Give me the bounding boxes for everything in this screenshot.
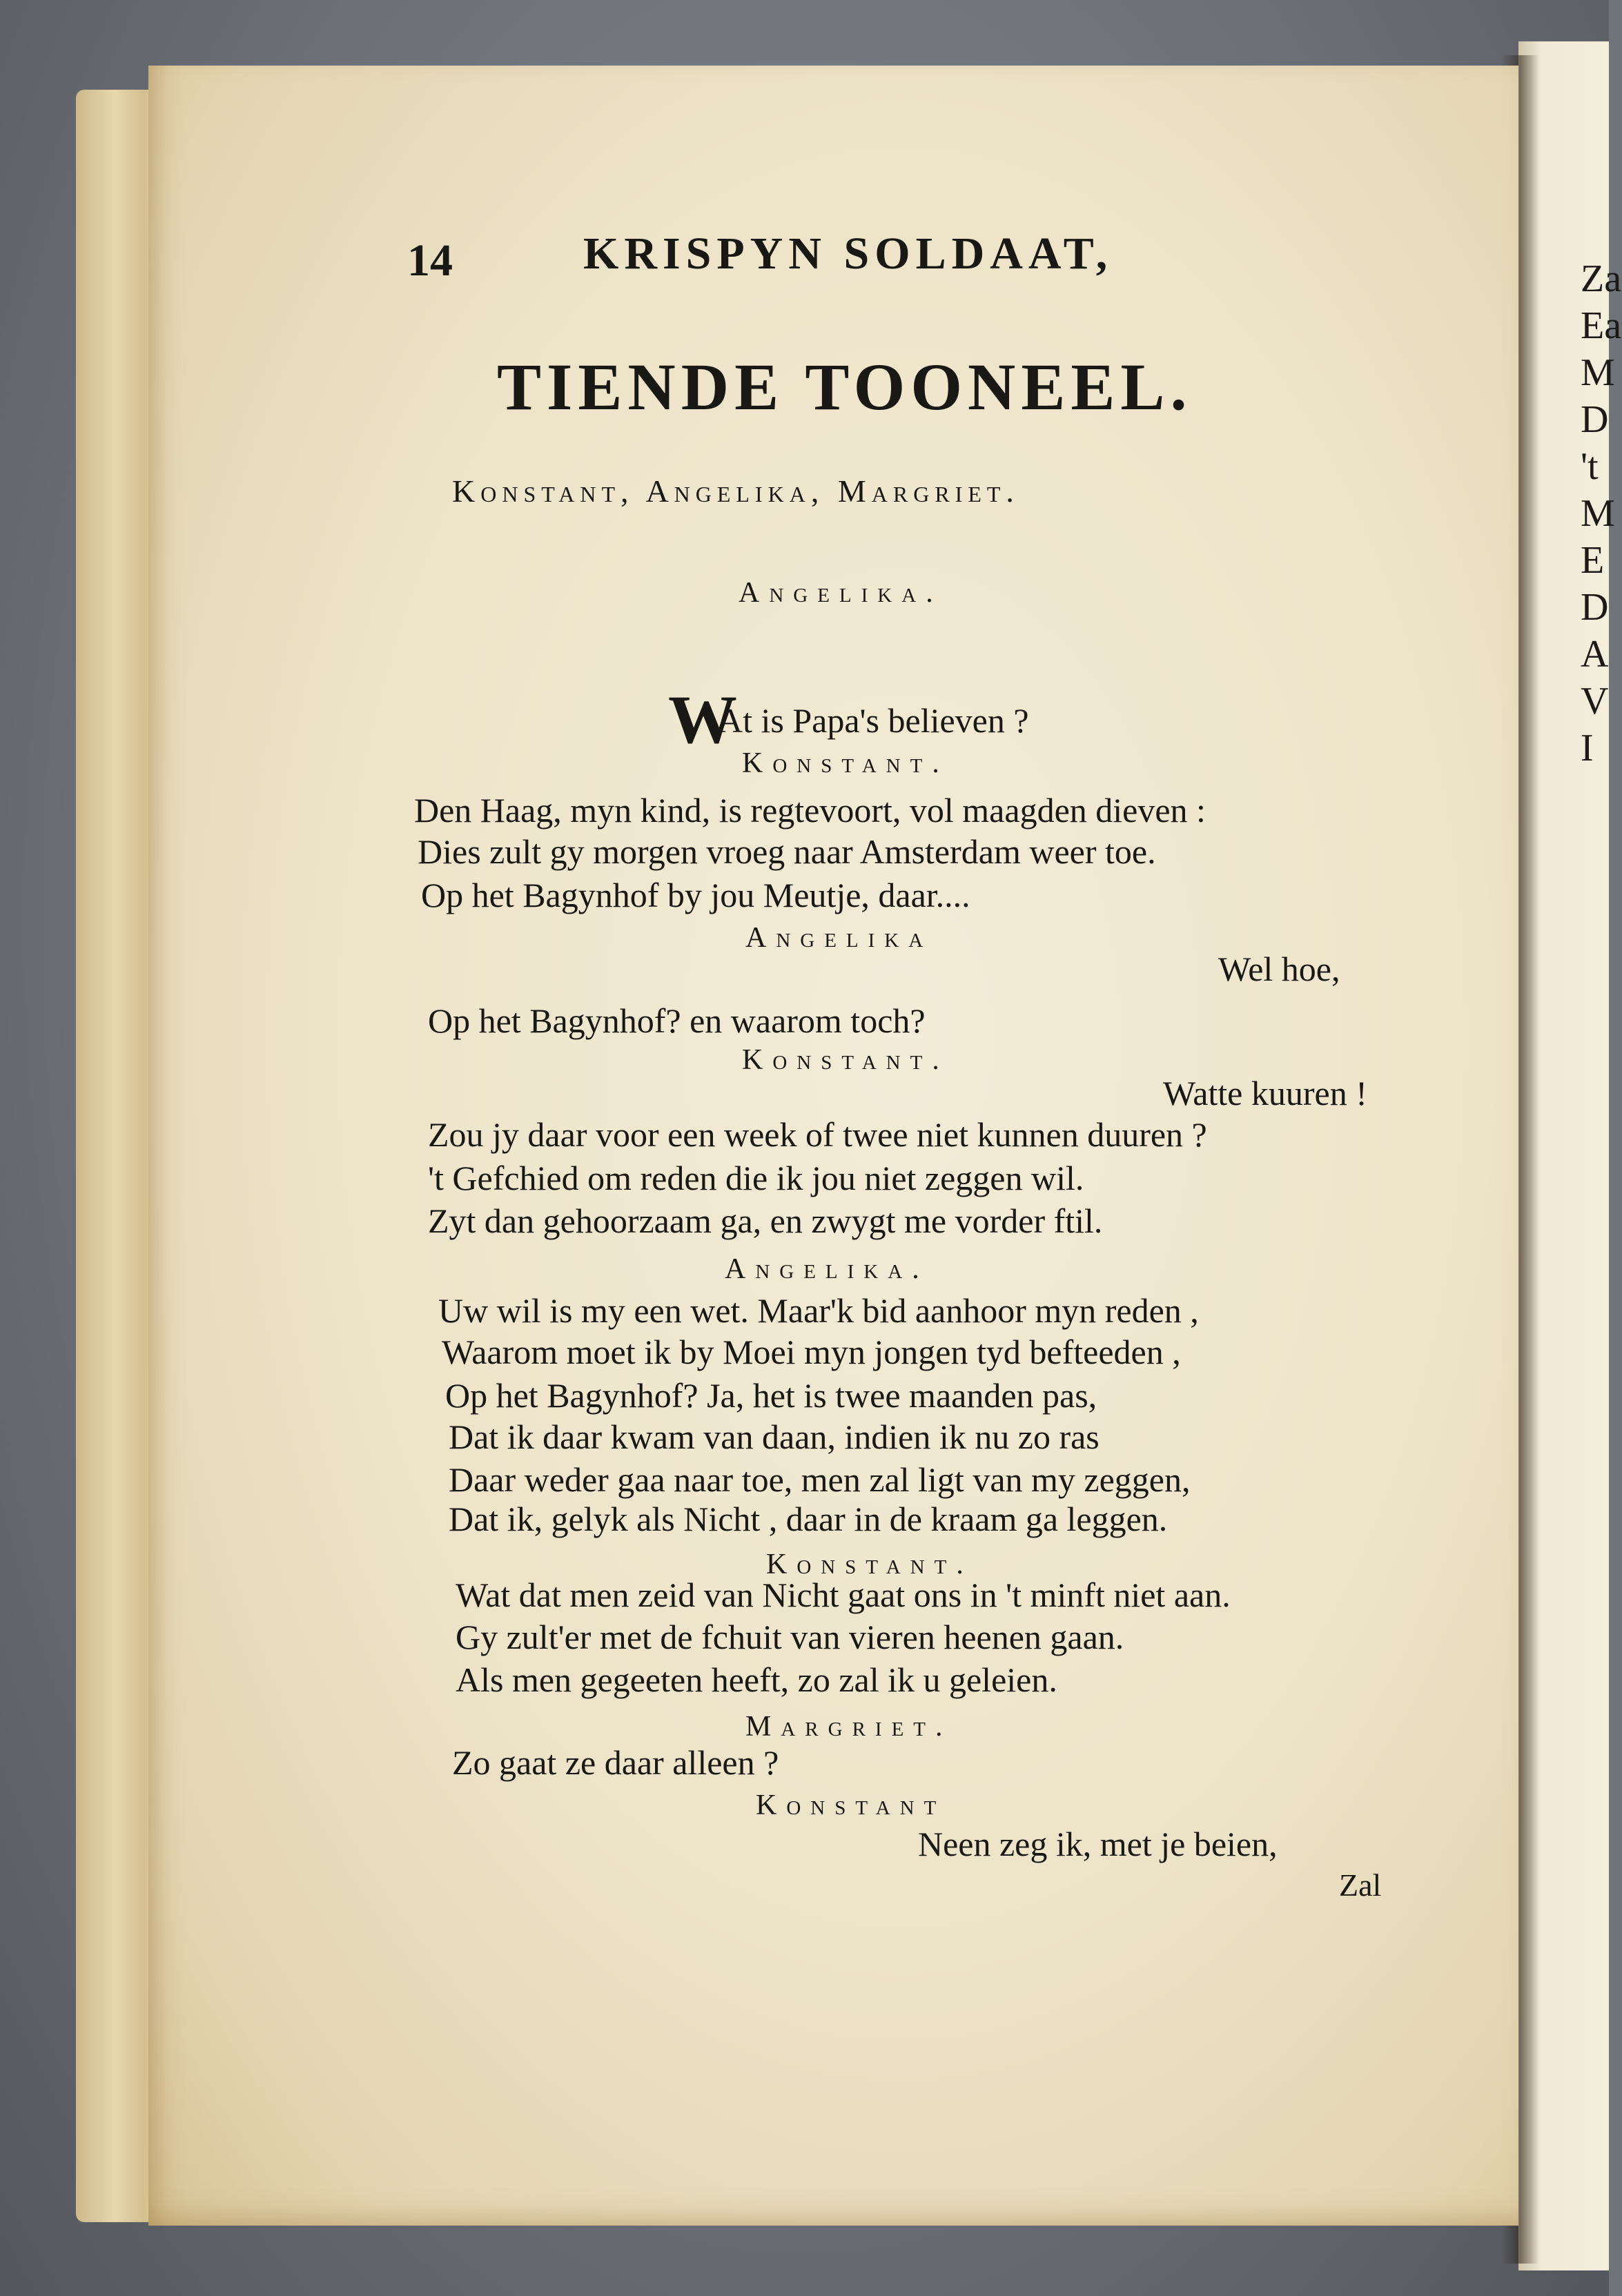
verse-line: Zyt dan gehoorzaam ga, en zwygt me vorder ftil.	[428, 1201, 1103, 1240]
speaker-label: Angelika.	[739, 577, 943, 609]
verse-line: Dat ik daar kwam van daan, indien ik nu zo ras	[449, 1417, 1100, 1456]
verse-line: Watte kuuren !	[1163, 1074, 1367, 1112]
verse-line: Als men gegeeten heeft, zo zal ik u geleien.	[456, 1660, 1057, 1699]
adjacent-letter: D	[1581, 586, 1609, 629]
verse-line: Neen zeg ik, met je beien,	[918, 1825, 1278, 1863]
adjacent-letter: M	[1581, 492, 1615, 535]
speaker-label: Konstant.	[766, 1549, 973, 1580]
verse-line: Zou jy daar voor een week of twee niet kunnen duuren ?	[428, 1115, 1207, 1154]
adjacent-page-text	[1581, 255, 1622, 772]
verse-line: Daar weder gaa naar toe, men zal ligt van my zeggen,	[449, 1460, 1191, 1499]
adjacent-letter: 't	[1581, 445, 1599, 488]
adjacent-letter: M	[1581, 351, 1615, 394]
speaker-label: Konstant.	[742, 747, 949, 779]
scene-title: TIENDE TOONEEL.	[497, 350, 1193, 424]
drop-capital: W	[668, 681, 737, 758]
verse-line: Wat dat men zeid van Nicht gaat ons in 't minft niet aan.	[456, 1576, 1231, 1614]
page-number: 14	[407, 235, 453, 286]
running-title: KRISPYN SOLDAAT,	[583, 228, 1113, 279]
adjacent-letter: A	[1581, 633, 1609, 676]
adjacent-letter: Za	[1581, 257, 1622, 300]
verse-line: Op het Bagynhof? en waarom toch?	[428, 1001, 926, 1040]
verse-line: Gy zult'er met de fchuit van vieren heenen gaan.	[456, 1618, 1124, 1656]
verse-line: Uw wil is my een wet. Maar'k bid aanhoor myn reden ,	[438, 1291, 1199, 1330]
verse-line: Zo gaat ze daar alleen ?	[452, 1743, 779, 1782]
verse-line: Wel hoe,	[1218, 950, 1340, 988]
verse-line: 't Gefchied om reden die ik jou niet zeggen wil.	[428, 1159, 1084, 1197]
adjacent-letter: Ea	[1581, 304, 1622, 347]
verse-line: Op het Bagynhof? Ja, het is twee maanden pas,	[445, 1376, 1097, 1415]
speaker-label: Konstant.	[742, 1044, 949, 1076]
adjacent-letter: I	[1581, 727, 1594, 769]
adjacent-letter: E	[1581, 539, 1605, 582]
catchword: Zal	[1339, 1867, 1382, 1903]
verse-line: Waarom moet ik by Moei myn jongen tyd befteeden ,	[442, 1333, 1181, 1371]
speaker-label: Angelika	[745, 922, 933, 954]
verse-line: At is Papa's believen ?	[718, 701, 1029, 740]
speaker-label: Angelika.	[725, 1253, 929, 1285]
verse-line: Dies zult gy morgen vroeg naar Amsterdam weer toe.	[418, 832, 1156, 871]
verse-line: Dat ik, gelyk als Nicht , daar in de kraam ga leggen.	[449, 1500, 1168, 1538]
speaker-label: Margriet.	[745, 1711, 952, 1743]
cast-list: Konstant, Angelika, Margriet.	[452, 473, 1019, 509]
verse-line: Op het Bagynhof by jou Meutje, daar....	[421, 876, 970, 914]
adjacent-letter: D	[1581, 398, 1609, 441]
verse-line: Den Haag, myn kind, is regtevoort, vol maagden dieven :	[414, 791, 1206, 830]
adjacent-letter: V	[1581, 680, 1609, 723]
speaker-label: Konstant	[756, 1789, 946, 1821]
